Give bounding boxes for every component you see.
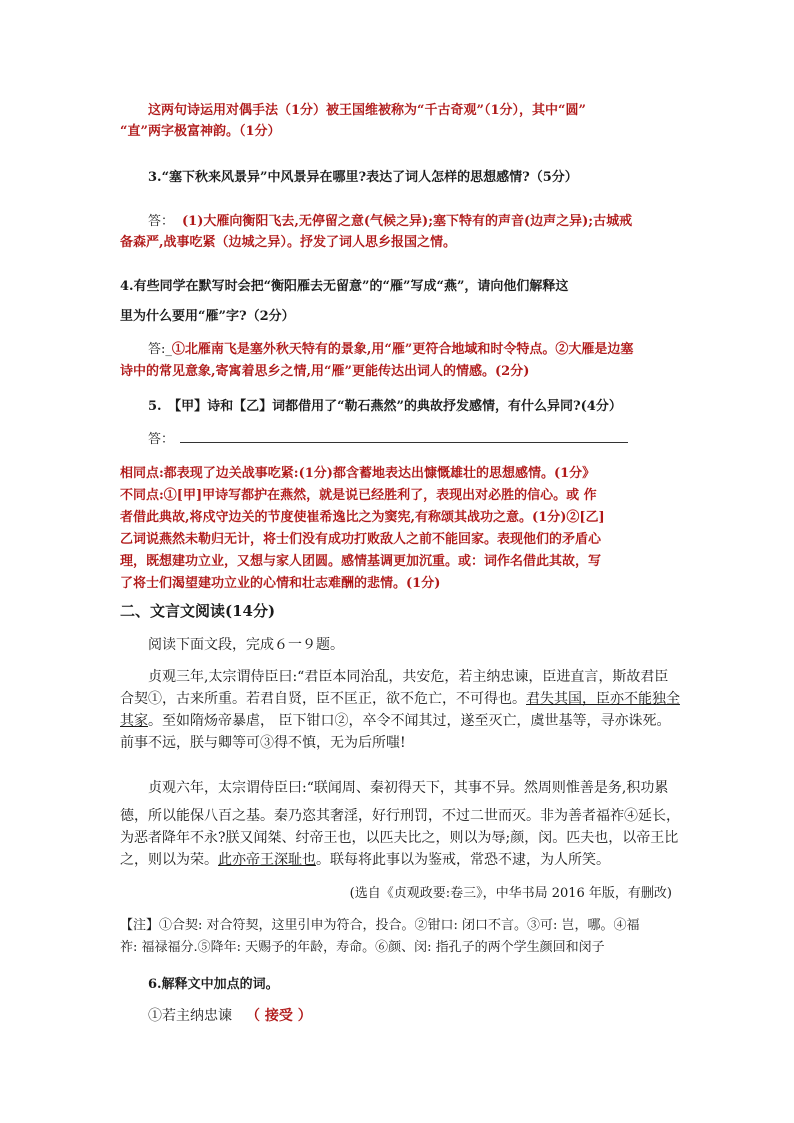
passage-2-line-3: 为恶者降年不永?朕又闻桀、纣帝王也，以匹夫比之，则以为辱;颜，闵。匹夫也，以帝王比: [120, 830, 679, 846]
passage-text: 合契①，古来所重。若君自贤，臣不匡正，欲不危亡，不可得也。: [120, 691, 526, 707]
passage-2-line-4: [120, 849, 610, 869]
passage-2-line-2: 德，所以能保八百之基。秦乃恣其奢淫，好行刑罚，不过二世而灭。非为善者福祚④延长，: [120, 808, 680, 824]
section-heading: 二、文言文阅读(14分): [120, 602, 276, 620]
answer-blank-line[interactable]: [180, 428, 628, 443]
q4-answer-line-1: [148, 338, 633, 357]
source-citation: (选自《贞观政要:卷三》，中华书局 2016 年版，有删改): [349, 886, 672, 901]
q4-question-line-1: 4.有些同学在默写时会把“衡阳雁去无留意”的“雁”写成“燕”，请向他们解释这: [120, 279, 569, 294]
q4-answer-text: ①北雁南飞是塞外秋天特有的景象,用“雁”更符合地域和时令特点。②大雁是边塞: [171, 342, 634, 357]
answer-prefix: 答：: [148, 214, 175, 229]
passage-text: 。至如隋炀帝暴虐， 臣下钳口②，卒令不闻其过，遂至灭亡，虞世基等，寻亦诛死。: [148, 713, 671, 729]
section-instruction: 阅读下面文段，完成６一９题。: [148, 637, 344, 653]
q5-answer-line: 乙词说燕然未勒归无计，将士们没有成功打败敌人之前不能回家。表现他们的矛盾心: [120, 532, 602, 547]
item-text: ①若主: [148, 1008, 190, 1024]
passage-1-line-1: 贞观三年,太宗谓侍臣曰:“君臣本同治乱，共安危，若主纳忠谏，臣进直言，斯故君臣: [148, 669, 669, 685]
q6-item-1: [148, 1005, 312, 1025]
passage-1-line-3: [120, 710, 670, 730]
underlined-sentence: 此亦帝王深耻也: [218, 852, 316, 868]
q3-answer-line-1: [148, 210, 632, 229]
passage-2-line-1: 贞观六年，太宗谓侍臣曰:“联闻周、秦初得天下，其事不异。然周则惟善是务,积功累: [148, 780, 669, 796]
dotted-word: 纳: [190, 1008, 204, 1024]
q6-question: 6.解释文中加点的词。: [148, 977, 279, 992]
underlined-sentence: 其家: [120, 713, 148, 729]
answer-prefix: 答:_: [148, 342, 172, 357]
q5-answer-line: 相同点:都表现了边关战事吃紧:(1分)都含蓄地表达出慷慨雄壮的思想感情。(1分》: [120, 466, 596, 481]
notes-line-1: 【注】①合契: 对合符契，这里引申为符合，投合。②钳口: 闭口不言。③可: 岂，哪。④福: [120, 918, 640, 933]
notes-line-2: 祚: 福禄福分.⑤降年: 天赐予的年龄，寿命。⑥颜、闵: 指孔子的两个学生颜回和闵子: [120, 940, 605, 955]
item-text: 忠谏: [204, 1008, 232, 1024]
passage-1-line-2: [120, 688, 680, 708]
q3-answer-text: (1)大雁向衡阳飞去,无停留之意(气候之异);塞下特有的声音(边声之异);古城戒: [182, 214, 633, 229]
q5-answer-blank-row: [148, 428, 628, 447]
underlined-sentence: 君失其国，臣亦不能独全: [526, 691, 680, 707]
passage-text: 之，则以为荣。: [120, 852, 218, 868]
q5-answer-line: 不同点:①[甲]甲诗写都护在燕然，就是说已经胜利了，表现出对必胜的信心。或 作: [120, 488, 597, 503]
q4-answer-line-2: 诗中的常见意象,寄寓着思乡之情,用“雁”更能传达出词人的情感。(2分): [120, 364, 530, 379]
q6-item-1-answer: （ 接受 ）: [246, 1008, 312, 1024]
q3-answer-line-2: 备森严,战事吃紧（边城之异）。抒发了词人思乡报国之情。: [120, 235, 457, 250]
passage-text: 。联每将此事以为鉴戒，常恐不逮，为人所笑。: [316, 852, 610, 868]
q2-answer-line-2: “直”两字极富神韵。（1分）: [120, 124, 281, 139]
answer-prefix: 答：: [148, 432, 175, 447]
q4-question-line-2: 里为什么要用“雁”字?（2分）: [120, 309, 295, 324]
q2-answer-line-1: 这两句诗运用对偶手法（1分）被王国维被称为“千古奇观”（1分），其中“圆”: [148, 103, 587, 118]
q5-answer-line: 理，既想建功立业，又想与家人团圆。感情基调更加沉重。或：词作名借此其故，写: [120, 554, 602, 569]
q5-question: 5. 【甲】诗和【乙】词都借用了“勒石燕然”的典故抒发感情，有什么异同?(4分）: [148, 399, 622, 414]
passage-1-line-4: 前事不远，朕与卿等可③得不慎，无为后所嗤!: [120, 735, 406, 751]
q5-answer-line: 者借此典故,将戍守边关的节度使崔希逸比之为窦宪,有称颂其战功之意。(1分)②[乙]: [120, 510, 605, 525]
q3-question: 3.“塞下秋来风景异”中风景异在哪里?表达了词人怎样的思想感情?（5分）: [148, 170, 578, 185]
q5-answer-line: 了将士们渴望建功立业的心情和壮志难酬的悲情。(1分): [120, 576, 441, 591]
